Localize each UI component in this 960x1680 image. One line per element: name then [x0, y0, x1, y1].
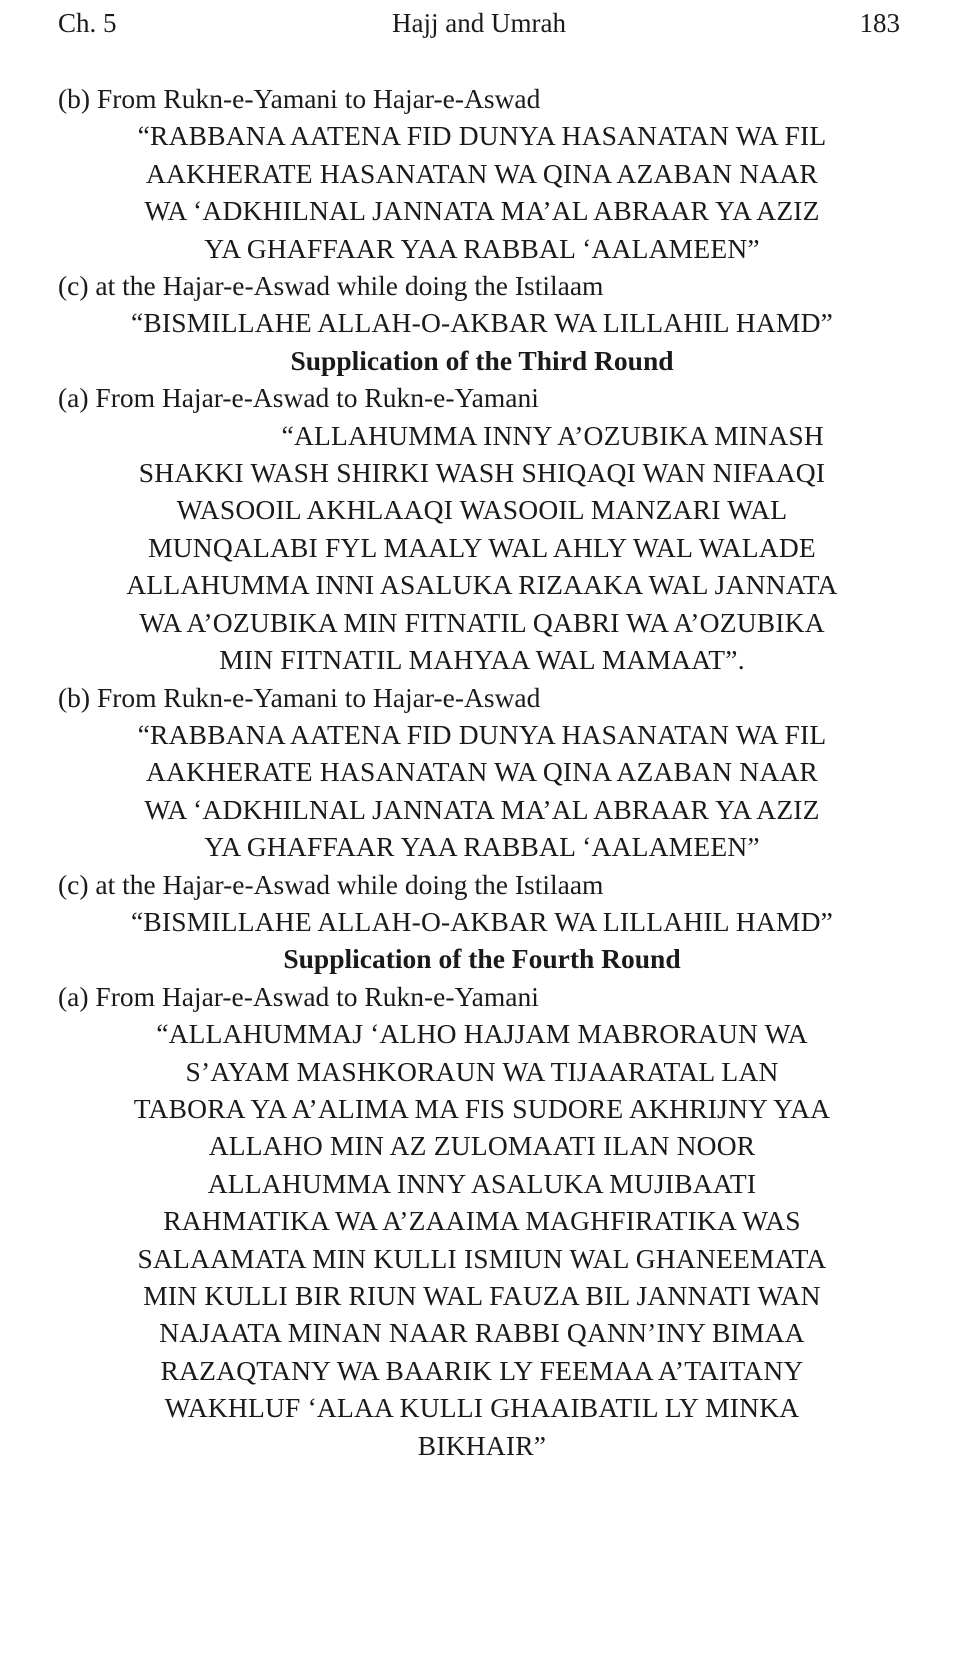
supplication-line: “RABBANA AATENA FID DUNYA HASANATAN WA FIL [137, 718, 827, 750]
supplication-text [58, 716, 906, 866]
round-heading: Supplication of the Fourth Round [283, 943, 681, 975]
segment-label: (b) From Rukn-e-Yamani to Hajar-e-Aswad [58, 681, 541, 713]
segment-label: (b) From Rukn-e-Yamani to Hajar-e-Aswad [58, 83, 541, 114]
round-heading: Supplication of the Third Round [290, 344, 674, 376]
supplication-line: “RABBANA AATENA FID DUNYA HASANATAN WA FIL [137, 120, 827, 152]
supplication-line: WASOOIL AKHLAAQI WASOOIL MANZARI WAL [176, 494, 788, 526]
supplication-line: NAJAATA MINAN NAAR RABBI QANN’INY BIMAA [159, 1317, 805, 1349]
segment-label: (a) From Hajar-e-Aswad to Rukn-e-Yamani [58, 980, 539, 1012]
supplication-line: RAHMATIKA WA A’ZAAIMA MAGHFIRATIKA WAS [163, 1205, 801, 1237]
supplication-line: WA A’OZUBIKA MIN FITNATIL QABRI WA A’OZUBIKA [139, 606, 825, 638]
supplication-line: ALLAHUMMA INNI ASALUKA RIZAAKA WAL JANNATA [126, 569, 838, 601]
supplication-line: S’AYAM MASHKORAUN WA TIJAARATAL LAN [185, 1055, 779, 1087]
supplication-line: MIN FITNATIL MAHYAA WAL MAMAAT”. [219, 644, 745, 676]
supplication-line: MUNQALABI FYL MAALY WAL AHLY WAL WALADE [148, 531, 816, 563]
supplication-line: “BISMILLAHE ALLAH-O-AKBAR WA LILLAHIL HAMD” [130, 905, 834, 937]
segment-label: (c) at the Hajar-e-Aswad while doing the Istilaam [58, 868, 604, 900]
supplication-line: TABORA YA A’ALIMA MA FIS SUDORE AKHRIJNY YAA [133, 1092, 831, 1124]
supplication-line: MIN KULLI BIR RIUN WAL FAUZA BIL JANNATI WAN [143, 1280, 821, 1311]
supplication-line: SHAKKI WASH SHIRKI WASH SHIQAQI WAN NIFAAQI [138, 457, 826, 489]
supplication-line: “BISMILLAHE ALLAH-O-AKBAR WA LILLAHIL HAMD” [130, 307, 834, 339]
supplication-line: ALLAHO MIN AZ ZULOMAATI ILAN NOOR [208, 1130, 756, 1162]
supplication-line: “ALLAHUMMAJ ‘ALHO HAJJAM MABRORAUN WA [156, 1018, 808, 1050]
supplication-line: AAKHERATE HASANATAN WA QINA AZABAN NAAR [146, 756, 818, 788]
supplication-line: WA ‘ADKHILNAL JANNATA MA’AL ABRAAR YA AZIZ [144, 195, 820, 227]
supplication-line: YA GHAFFAAR YAA RABBAL ‘AALAMEEN” [204, 232, 760, 264]
supplication-text [58, 417, 906, 679]
supplication-text [58, 304, 906, 341]
supplication-text [58, 117, 906, 267]
supplication-line: WAKHLUF ‘ALAA KULLI GHAAIBATIL LY MINKA [164, 1392, 800, 1424]
segment-label: (a) From Hajar-e-Aswad to Rukn-e-Yamani [58, 382, 539, 414]
segment-label: (c) at the Hajar-e-Aswad while doing the Istilaam [58, 270, 604, 302]
supplication-line: YA GHAFFAAR YAA RABBAL ‘AALAMEEN” [204, 831, 760, 863]
supplication-line: BIKHAIR” [417, 1429, 547, 1461]
supplication-line: WA ‘ADKHILNAL JANNATA MA’AL ABRAAR YA AZIZ [144, 793, 820, 825]
supplication-text [58, 903, 906, 940]
supplication-line: “ALLAHUMMA INNY A’OZUBIKA MINASH [140, 419, 824, 451]
book-title: Hajj and Umrah [392, 8, 566, 38]
page-number: 183 [859, 8, 900, 38]
supplication-line: SALAAMATA MIN KULLI ISMIUN WAL GHANEEMATA [137, 1242, 827, 1274]
running-header [58, 6, 900, 40]
supplication-line: ALLAHUMMA INNY ASALUKA MUJIBAATI [207, 1167, 757, 1199]
page-body [58, 80, 906, 1464]
chapter-label: Ch. 5 [58, 8, 117, 38]
supplication-line: AAKHERATE HASANATAN WA QINA AZABAN NAAR [146, 157, 818, 189]
supplication-text [58, 1015, 906, 1464]
supplication-line: RAZAQTANY WA BAARIK LY FEEMAA A’TAITANY [160, 1354, 804, 1386]
